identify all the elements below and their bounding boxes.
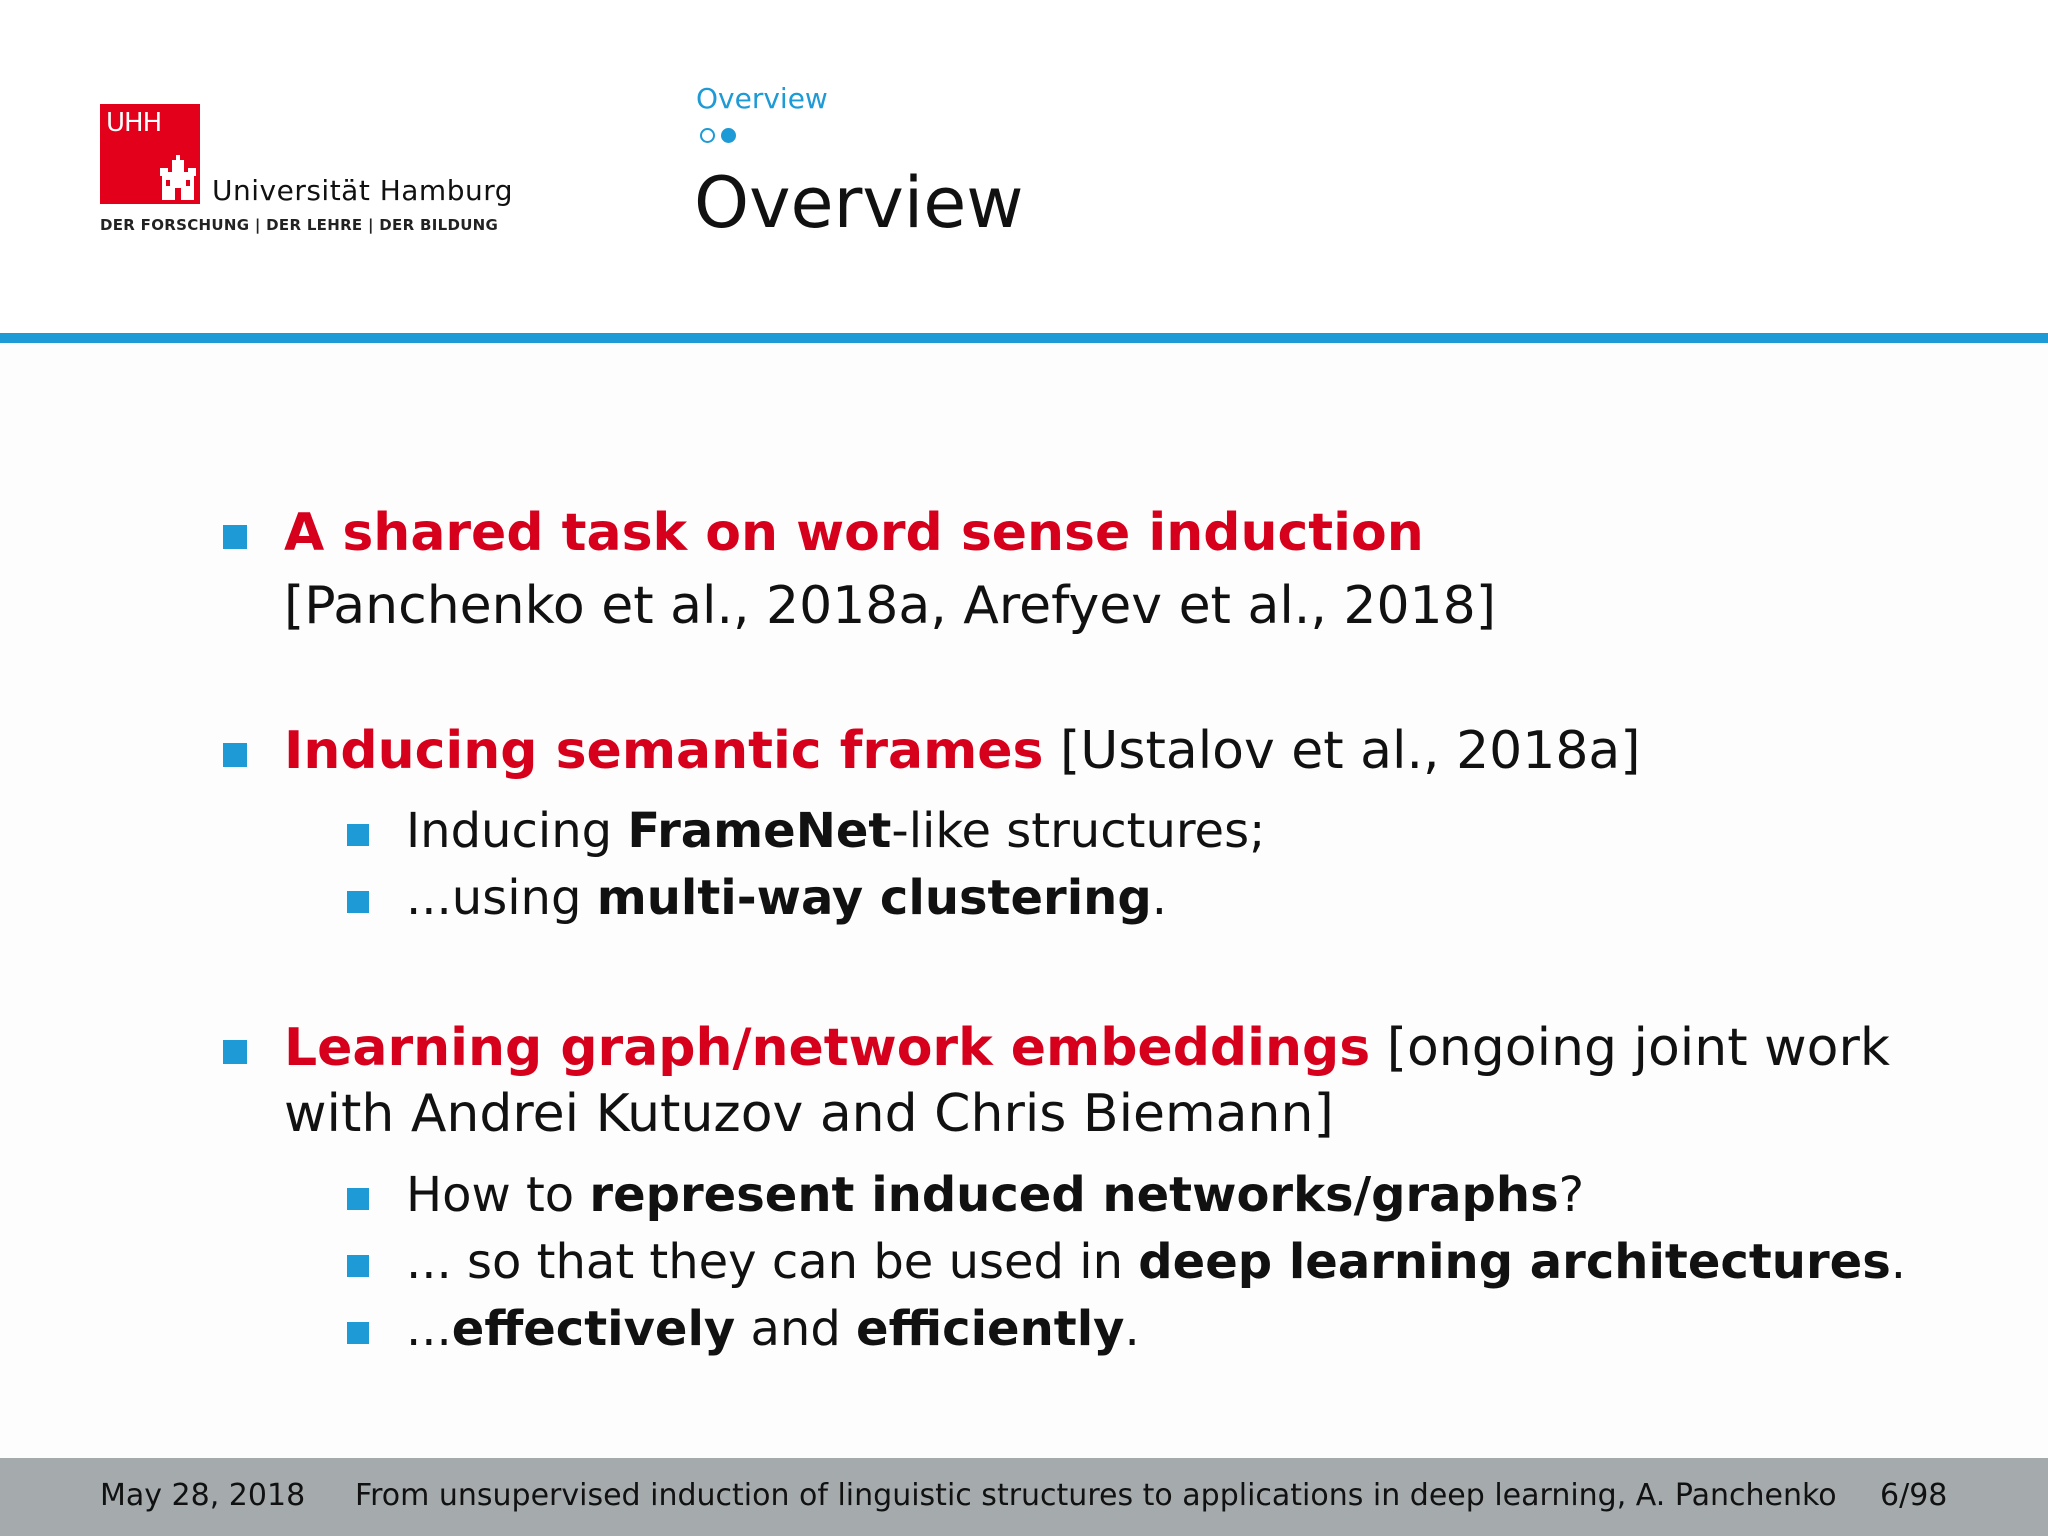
sub-item-text: How to	[406, 1167, 590, 1223]
footer-page-number: 6/98	[1880, 1478, 1948, 1513]
footer-talk-title: From unsupervised induction of linguistic structures to applications in deep learning, A. Panchenko	[355, 1478, 1837, 1513]
slide-content	[0, 343, 2048, 1458]
sub-item-text: .	[1124, 1301, 1140, 1357]
sub-item-bold: multi-way clustering	[596, 870, 1152, 926]
university-logo	[100, 104, 520, 244]
bullet-item-2	[284, 718, 1641, 784]
citation-text: [Panchenko et al., 2018a, Arefyev et al., 2018]	[284, 576, 1496, 636]
slide-title: Overview	[694, 162, 1024, 244]
sub-item-text: ... so that they can be used in	[406, 1234, 1139, 1290]
progress-dot-empty[interactable]	[700, 128, 715, 143]
section-breadcrumb[interactable]: Overview	[696, 82, 828, 115]
sub-item-text: .	[1890, 1234, 1907, 1290]
sub-item-bold: FrameNet	[627, 803, 892, 859]
bullet-marker	[223, 525, 247, 549]
sub-item-bold: represent induced networks/graphs	[589, 1167, 1559, 1223]
sub-item-text: ?	[1558, 1167, 1585, 1223]
citation-text: [Ustalov et al., 2018a]	[1043, 721, 1641, 781]
slide-header	[0, 0, 2048, 333]
sub-item	[406, 1299, 1140, 1359]
slide-footer	[0, 1458, 2048, 1536]
sub-item-text: and	[735, 1301, 857, 1357]
citation-text: with Andrei Kutuzov and Chris Biemann]	[284, 1084, 1334, 1144]
sub-item-text: -like structures;	[891, 803, 1266, 859]
sub-item-bold: effectively	[451, 1301, 736, 1357]
logo-mark-text: UHH	[106, 108, 162, 138]
citation-text: [ongoing joint work	[1370, 1018, 1890, 1078]
sub-bullet-marker	[347, 891, 369, 913]
sub-item-bold: efficiently	[856, 1301, 1125, 1357]
logo-name: Universität Hamburg	[212, 174, 514, 207]
bullet-item-3	[284, 1015, 1890, 1081]
sub-item-text: .	[1151, 870, 1167, 926]
footer-date: May 28, 2018	[100, 1478, 306, 1513]
sub-item	[406, 801, 1265, 861]
logo-mark	[100, 104, 200, 204]
sub-item-text: ...	[406, 1301, 452, 1357]
sub-bullet-marker	[347, 1255, 369, 1277]
bullet-title: A shared task on word sense induction	[284, 503, 1424, 563]
citation	[284, 573, 1496, 639]
bullet-title: Learning graph/network embeddings	[284, 1018, 1371, 1078]
sub-item	[406, 868, 1167, 928]
sub-item	[406, 1165, 1584, 1225]
bullet-marker	[223, 743, 247, 767]
sub-item	[406, 1232, 1906, 1292]
sub-bullet-marker	[347, 1322, 369, 1344]
citation-continued	[284, 1081, 1334, 1147]
header-rule	[0, 333, 2048, 343]
slide-progress-dots	[700, 128, 736, 148]
sub-item-text: ...using	[406, 870, 597, 926]
logo-motto: DER FORSCHUNG | DER LEHRE | DER BILDUNG	[100, 216, 499, 234]
sub-bullet-marker	[347, 1188, 369, 1210]
bullet-item-1	[284, 500, 1424, 566]
castle-icon	[158, 154, 198, 202]
bullet-title: Inducing semantic frames	[284, 721, 1044, 781]
progress-dot-current[interactable]	[721, 128, 736, 143]
sub-item-text: Inducing	[406, 803, 628, 859]
bullet-marker	[223, 1040, 247, 1064]
sub-item-bold: deep learning architectures	[1138, 1234, 1891, 1290]
sub-bullet-marker	[347, 824, 369, 846]
